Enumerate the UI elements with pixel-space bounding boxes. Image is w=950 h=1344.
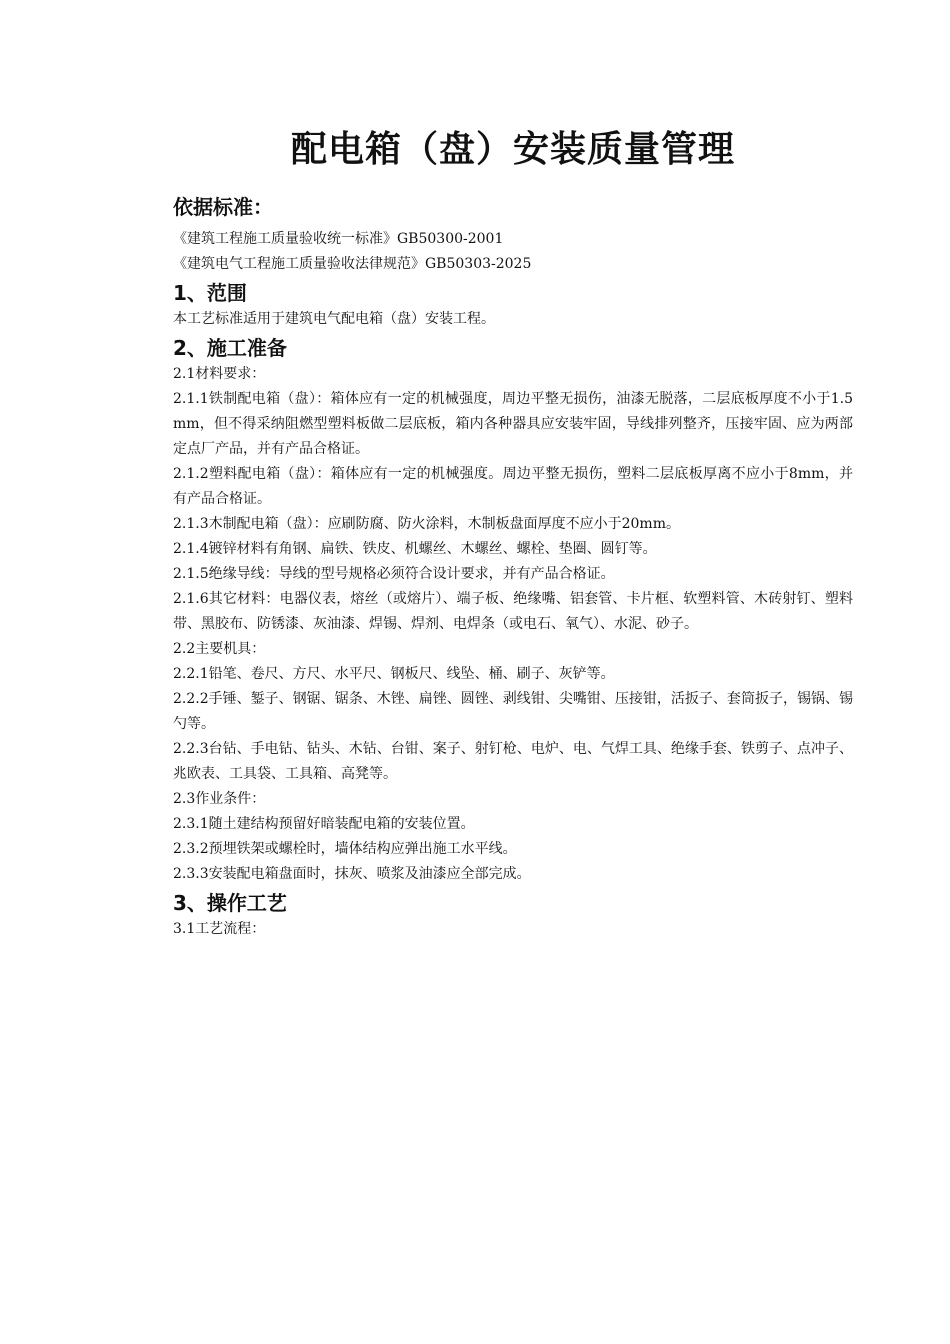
paragraph: 2.1材料要求： [173, 366, 266, 382]
paragraph: 2.1.6其它材料：电器仪表，熔丝（或熔片）、端子板、绝缘嘴、铝套管、卡片框、软塑料管、木砖射钉、塑料带、黑胶布、防锈漆、灰油漆、焊锡、焊剂、电焊条（或电石、氧气）、水泥、砂子。 [173, 591, 853, 632]
paragraph: 本工艺标准适用于建筑电气配电箱（盘）安装工程。 [173, 311, 495, 327]
document-title: 配电箱（盘）安装质量管理 [290, 129, 735, 170]
paragraph: 2.2.1铅笔、卷尺、方尺、水平尺、钢板尺、线坠、桶、刷子、灰铲等。 [173, 666, 615, 682]
section-heading-process: 3、操作工艺 [173, 891, 287, 915]
paragraph: 2.1.1铁制配电箱（盘）：箱体应有一定的机械强度，周边平整无损伤，油漆无脱落，二层底板厚度不小于1.5mm，但不得采纳阻燃型塑料板做二层底板，箱内各种器具应安装牢固，导线排列整齐，压接牢固、应为两部定点厂产品，并有产品合格证。 [173, 391, 853, 457]
paragraph: 2.3.2预埋铁架或螺栓时，墙体结构应弹出施工水平线。 [173, 841, 517, 857]
paragraph: 2.2主要机具： [173, 641, 266, 657]
section-heading-scope: 1、范围 [173, 281, 247, 305]
document-body [173, 193, 853, 942]
paragraph: 2.1.5绝缘导线：导线的型号规格必须符合设计要求，并有产品合格证。 [173, 566, 615, 582]
paragraph: 2.2.3台钻、手电钻、钻头、木钻、台钳、案子、射钉枪、电炉、电、气焊工具、绝缘手套、铁剪子、点冲子、兆欧表、工具袋、工具箱、高凳等。 [173, 741, 853, 782]
paragraph: 2.1.2塑料配电箱（盘）：箱体应有一定的机械强度。周边平整无损伤，塑料二层底板厚离不应小于8mm，并有产品合格证。 [173, 466, 853, 507]
section-heading-preparation: 2、施工准备 [173, 336, 287, 360]
paragraph: 2.1.3木制配电箱（盘）：应刷防腐、防火涂料，木制板盘面厚度不应小于20mm。 [173, 516, 680, 532]
paragraph: 2.3作业条件： [173, 791, 266, 807]
standard-item: 《建筑电气工程施工质量验收法律规范》GB50303-2025 [173, 256, 532, 272]
paragraph: 3.1工艺流程： [173, 921, 266, 937]
paragraph: 2.3.1随土建结构预留好暗装配电箱的安装位置。 [173, 816, 475, 832]
standard-item: 《建筑工程施工质量验收统一标准》GB50300-2001 [173, 231, 504, 247]
basis-heading: 依据标准： [173, 195, 273, 219]
paragraph: 2.2.2手锤、錾子、钢锯、锯条、木锉、扁锉、圆锉、剥线钳、尖嘴钳、压接钳，活扳子、套筒扳子，锡锅、锡勺等。 [173, 691, 853, 732]
paragraph: 2.1.4镀锌材料有角钢、扁铁、铁皮、机螺丝、木螺丝、螺栓、垫圈、圆钉等。 [173, 541, 657, 557]
paragraph: 2.3.3安装配电箱盘面时，抹灰、喷浆及油漆应全部完成。 [173, 866, 531, 882]
